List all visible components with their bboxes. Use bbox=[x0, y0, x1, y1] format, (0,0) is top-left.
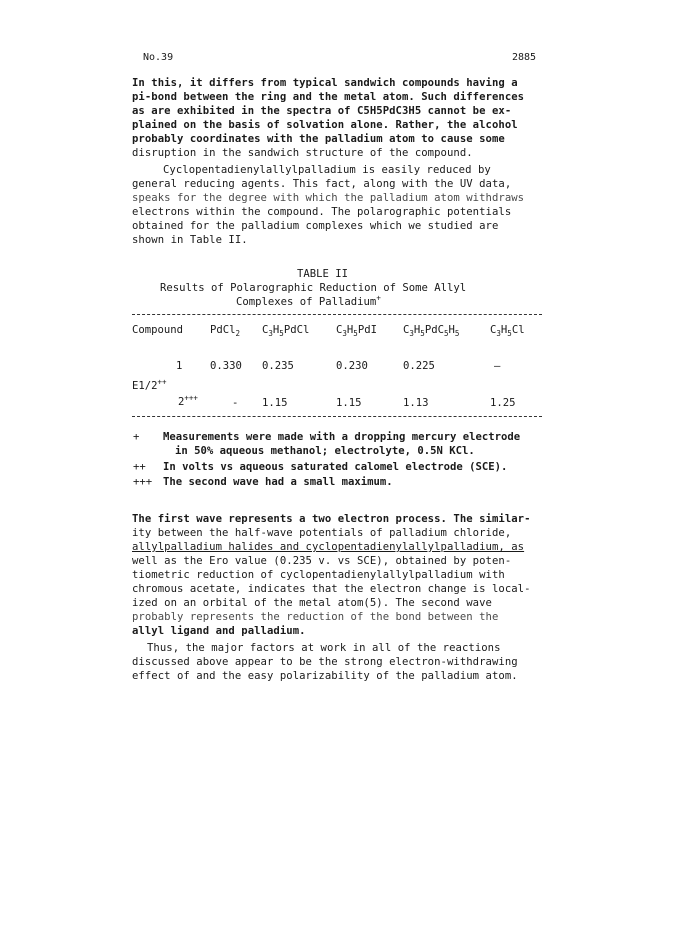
paragraph-3-line-9: allyl ligand and palladium. bbox=[132, 625, 306, 637]
paragraph-1-line-3: as are exhibited in the spectra of C5H5PdC3H5 cannot be ex- bbox=[132, 105, 512, 117]
header-allyl-pdi: $C_3H_5PdI$ bbox=[336, 324, 377, 339]
footnote-1-line-1: Measurements were made with a dropping mercury electrode bbox=[163, 431, 521, 443]
table-caption-line-2: Complexes of Palladium+ bbox=[236, 293, 381, 308]
footnote-3-line-1: The second wave had a small maximum. bbox=[163, 476, 393, 488]
row-2-value: 1.15 bbox=[262, 397, 288, 409]
footnote-1-mark: + bbox=[133, 431, 140, 443]
row-label-e-half: E1/2++ bbox=[132, 377, 167, 392]
row-2-value: 1.13 bbox=[403, 397, 429, 409]
footnote-2-line-1: In volts vs aqueous saturated calomel electrode (SCE). bbox=[163, 461, 508, 473]
paragraph-3-line-3: allylpalladium halides and cyclopentadienylallylpalladium, as bbox=[132, 541, 525, 553]
paragraph-1-line-4: plained on the basis of solvation alone. Rather, the alcohol bbox=[132, 119, 518, 131]
row-2-value: 1.15 bbox=[336, 397, 362, 409]
paragraph-4-line-2: discussed above appear to be the strong electron-withdrawing bbox=[132, 656, 518, 668]
header-allyl-chloride: $C_3H_5Cl$ bbox=[490, 324, 525, 339]
paragraph-3-line-1: The first wave represents a two electron process. The similar- bbox=[132, 513, 531, 525]
header-allyl-pdcl: $C_3H_5PdCl$ bbox=[262, 324, 310, 339]
paragraph-2-line-3: speaks for the degree with which the palladium atom withdraws bbox=[132, 192, 525, 204]
row-1-label: 1 bbox=[176, 360, 183, 372]
header-compound: Compound bbox=[132, 324, 184, 336]
paragraph-4-line-3: effect of and the easy polarizability of the palladium atom. bbox=[132, 670, 518, 682]
table-label: TABLE II bbox=[297, 268, 349, 280]
footnote-2-mark: ++ bbox=[133, 461, 146, 473]
paragraph-1-line-2: pi-bond between the ring and the metal atom. Such differences bbox=[132, 91, 525, 103]
row-1-value: 0.230 bbox=[336, 360, 368, 372]
table-top-rule bbox=[132, 314, 542, 315]
row-1-value: — bbox=[494, 360, 501, 372]
journal-issue-number: No.39 bbox=[143, 52, 174, 63]
paragraph-2-line-2: general reducing agents. This fact, along with the UV data, bbox=[132, 178, 512, 190]
row-1-value: 0.235 bbox=[262, 360, 294, 372]
paragraph-3-line-8: probably represents the reduction of the bond between the bbox=[132, 611, 499, 623]
paragraph-3-line-6: chromous acetate, indicates that the electron change is local- bbox=[132, 583, 531, 595]
footnote-1-line-2: in 50% aqueous methanol; electrolyte, 0.5N KCl. bbox=[175, 445, 475, 457]
row-2-value: - bbox=[232, 397, 239, 409]
paragraph-2-line-1: Cyclopentadienylallylpalladium is easily reduced by bbox=[163, 164, 491, 176]
paragraph-3-line-5: tiometric reduction of cyclopentadienylallylpalladium with bbox=[132, 569, 505, 581]
page-number: 2885 bbox=[512, 52, 537, 63]
paragraph-4-line-1: Thus, the major factors at work in all of the reactions bbox=[147, 642, 501, 654]
table-bottom-rule bbox=[132, 416, 542, 417]
paragraph-1-line-5: probably coordinates with the palladium atom to cause some bbox=[132, 133, 505, 145]
header-allyl-pd-cyclopentadienyl: $C_3H_5PdC_5H_5$ bbox=[403, 324, 460, 339]
paragraph-2-line-4: electrons within the compound. The polarographic potentials bbox=[132, 206, 512, 218]
header-pdcl2: PdCl$_2$ bbox=[210, 324, 241, 339]
paragraph-2-line-5: obtained for the palladium complexes which we studied are bbox=[132, 220, 499, 232]
row-2-label: 2+++ bbox=[178, 393, 198, 408]
footnote-3-mark: +++ bbox=[133, 476, 153, 488]
paragraph-3-line-4: well as the Ero value (0.235 v. vs SCE), obtained by poten- bbox=[132, 555, 512, 567]
row-1-value: 0.330 bbox=[210, 360, 242, 372]
paragraph-2-line-6: shown in Table II. bbox=[132, 234, 248, 246]
paragraph-1-line-6: disruption in the sandwich structure of the compound. bbox=[132, 147, 473, 159]
paragraph-3-line-2: ity between the half-wave potentials of palladium chloride, bbox=[132, 527, 512, 539]
table-caption-line-1: Results of Polarographic Reduction of Some Allyl bbox=[160, 282, 467, 294]
row-2-value: 1.25 bbox=[490, 397, 516, 409]
paragraph-1-line-1: In this, it differs from typical sandwich compounds having a bbox=[132, 77, 518, 89]
paragraph-3-line-7: ized on an orbital of the metal atom(5). The second wave bbox=[132, 597, 492, 609]
row-1-value: 0.225 bbox=[403, 360, 435, 372]
